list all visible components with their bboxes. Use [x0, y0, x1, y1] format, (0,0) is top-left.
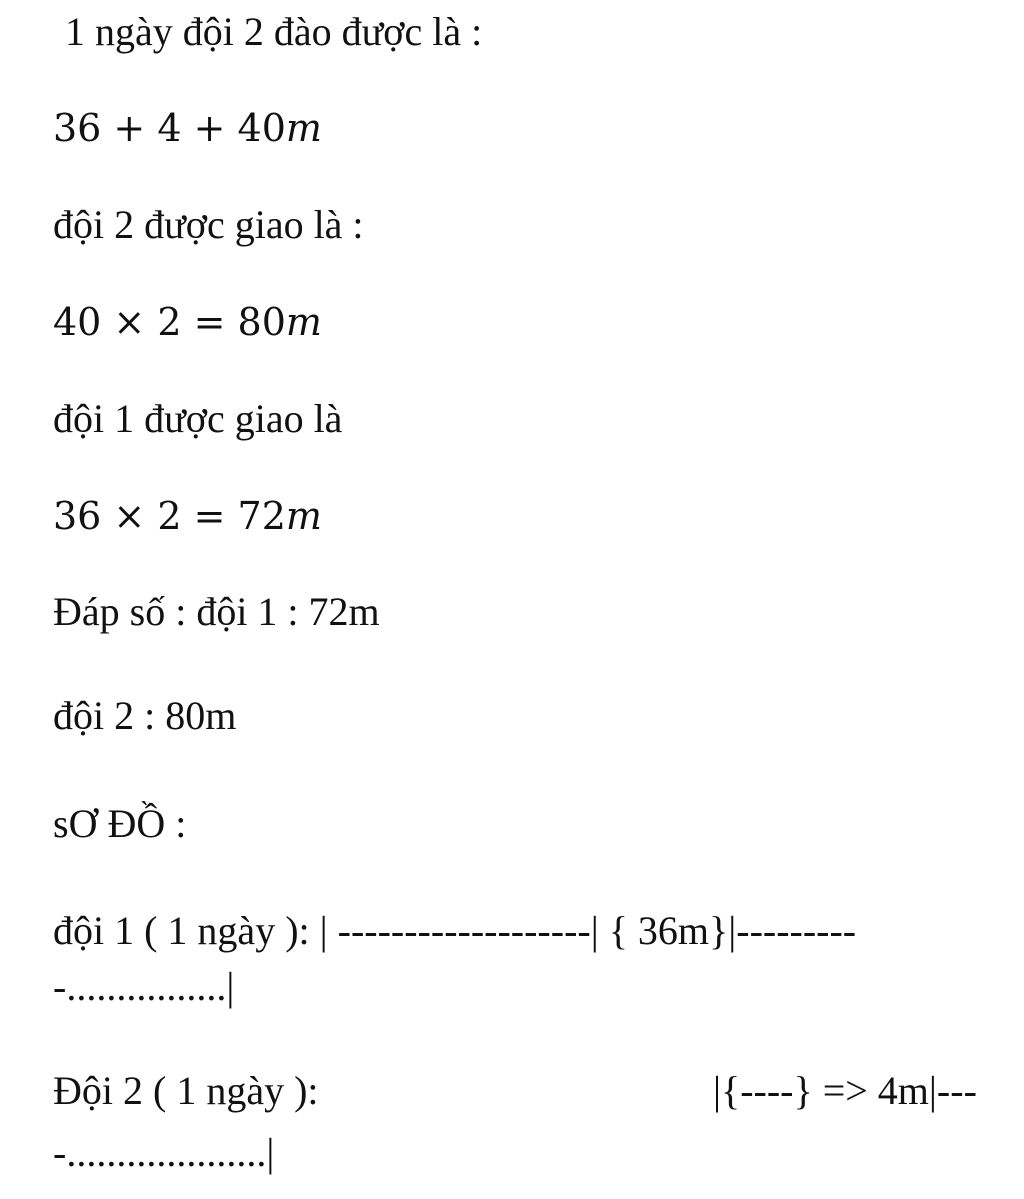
- diagram-team-1-line: đội 1 ( 1 ngày ): | -------------------| { 36m}|---------: [53, 908, 857, 953]
- equation-unit: m: [285, 300, 322, 344]
- solution-line-5: đội 1 được giao là: [53, 396, 343, 441]
- equation-unit: m: [285, 494, 322, 538]
- equation-numbers: 40 × 2 = 80: [53, 300, 286, 344]
- solution-line-1: 1 ngày đội 2 đào được là :: [65, 9, 483, 54]
- diagram-team-2-label: Đội 2 ( 1 ngày ):: [53, 1068, 319, 1113]
- equation-line-2: [53, 104, 322, 152]
- diagram-team-2-continuation: -....................|: [53, 1130, 275, 1175]
- solution-line-3: đội 2 được giao là :: [53, 202, 364, 247]
- diagram-team-1-continuation: -................|: [53, 964, 235, 1009]
- diagram-team-2-segment: |{----} => 4m|---: [713, 1068, 977, 1113]
- equation-numbers: 36 + 4 + 40: [53, 106, 286, 150]
- equation-unit: m: [285, 106, 322, 150]
- equation-numbers: 36 × 2 = 72: [53, 494, 286, 538]
- equation-line-6: [53, 492, 322, 540]
- answer-line-team-1: Đáp số : đội 1 : 72m: [53, 589, 380, 634]
- answer-line-team-2: đội 2 : 80m: [53, 693, 237, 738]
- equation-line-4: [53, 298, 322, 346]
- diagram-heading: sƠ ĐỒ :: [53, 801, 187, 846]
